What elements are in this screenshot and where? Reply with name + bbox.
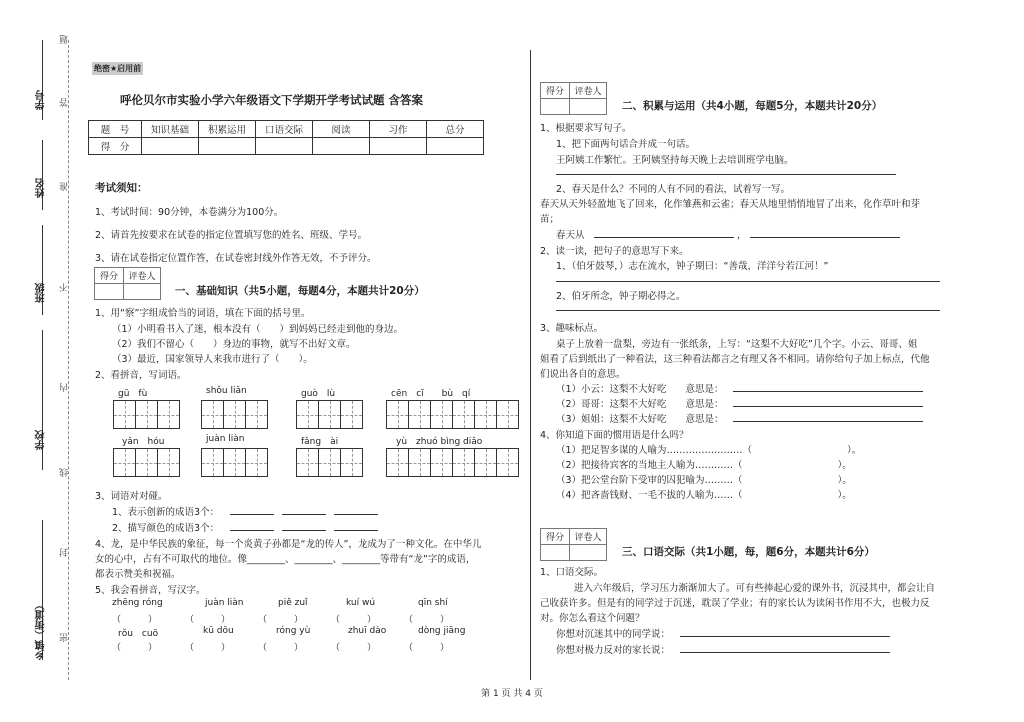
score-cell: 知识基础: [142, 121, 199, 138]
scorer-box: [94, 267, 161, 300]
score-table-header-row: [89, 121, 484, 138]
pinyin-label: kū dōu: [203, 626, 234, 636]
question-item: 2、描写颜色的成语3个：: [112, 523, 220, 534]
answer-line[interactable]: [230, 514, 274, 515]
score-input-cell[interactable]: [256, 138, 313, 155]
answer-paren[interactable]: （ ）: [185, 643, 231, 653]
label-name: 姓名: [36, 178, 47, 198]
punct: ，: [737, 230, 747, 241]
pinyin-label: guò lù: [301, 389, 336, 399]
answer-line[interactable]: [680, 636, 890, 637]
question-text: 4、龙，是中华民族的象征，每一个炎黄子孙都是“龙的传人”，龙成为了一种文化。在中华儿: [95, 539, 482, 550]
question-stem: 1、口语交际。: [540, 567, 604, 578]
scorer-marker-cell[interactable]: [124, 284, 161, 300]
pinyin-label: yǎn hóu: [122, 437, 165, 447]
column-divider: [530, 50, 531, 680]
scorer-score-label: 得分: [541, 529, 570, 545]
answer-line[interactable]: [334, 514, 378, 515]
scorer-marker-label: 评卷人: [570, 83, 607, 99]
page-title: 呼伦贝尔市实验小学六年级语文下学期开学考试试题 含答案: [120, 93, 424, 107]
notice-item: 3、请在试卷指定位置作答，在试卷密封线外作答无效，不予评分。: [95, 253, 377, 264]
writing-grid[interactable]: [113, 400, 179, 429]
pinyin-label: qīn shí: [418, 598, 448, 608]
answer-paren[interactable]: （ ）: [258, 615, 304, 625]
pinyin-label: dòng jiāng: [418, 626, 466, 636]
pinyin-label: rǒu cuō: [118, 629, 159, 639]
question-item: （4）把吝啬钱财、一毛不拔的人喻为……（ ）。: [556, 490, 852, 501]
pinyin-label: gū fù: [118, 389, 148, 399]
writing-grid[interactable]: [201, 448, 267, 477]
question-item: 你想对沉迷其中的同学说：: [556, 629, 671, 640]
pinyin-label: juàn liàn: [205, 598, 244, 608]
pinyin-label: juàn liàn: [206, 434, 245, 444]
pinyin-label: shǒu liǎn: [206, 386, 247, 396]
writing-grid[interactable]: [201, 400, 267, 429]
pinyin-label: kuí wú: [346, 598, 376, 608]
question-text: 春天从天外轻盈地飞了回来，化作雏燕和云雀；春天从地里悄悄地冒了出来，化作草叶和芽: [540, 199, 921, 210]
writing-grid[interactable]: [386, 400, 518, 429]
answer-paren[interactable]: （ ）: [185, 615, 231, 625]
question-item: （1）小云：这梨不大好吃 意思是：: [556, 384, 724, 395]
score-input-cell[interactable]: [370, 138, 427, 155]
writing-grid[interactable]: [296, 448, 362, 477]
question-item: （1）小明看书入了迷，根本没有（ ）到妈妈已经走到他的身边。: [112, 324, 404, 335]
scorer-score-cell[interactable]: [541, 545, 570, 561]
question-item: （3）把公堂台阶下受审的囚犯喻为………（ ）。: [556, 475, 852, 486]
answer-line[interactable]: [282, 530, 326, 531]
seal-char: 线: [60, 468, 70, 477]
scorer-marker-cell[interactable]: [570, 99, 607, 115]
question-stem: 2、读一读，把句子的意思写下来。: [540, 246, 689, 257]
label-student-id: 学号: [36, 90, 47, 110]
answer-paren[interactable]: （ ）: [258, 643, 304, 653]
score-cell: 口语交际: [256, 121, 313, 138]
question-stem: 3、词语对对碰。: [95, 491, 168, 502]
question-stem: 2、看拼音，写词语。: [95, 370, 187, 381]
answer-line[interactable]: [733, 391, 923, 392]
notice-heading: 考试须知：: [95, 182, 148, 194]
page-footer: 第 1 页 共 4 页: [481, 689, 543, 699]
scorer-marker-label: 评卷人: [570, 529, 607, 545]
binding-margin: [0, 0, 72, 722]
label-class: 班级: [36, 283, 47, 303]
question-text: 苗；: [540, 214, 560, 225]
question-item: （3）姐姐：这梨不大好吃 意思是：: [556, 414, 724, 425]
section-title: 三、口语交际（共1小题，每，题6分，本题共计6分）: [622, 546, 875, 558]
question-item: 1、（伯牙鼓琴，）志在流水，钟子期曰：“善哉，洋洋兮若江河！”: [556, 261, 829, 272]
pinyin-label: zhēng róng: [112, 598, 163, 608]
question-item: （3）最近，国家领导人来我市进行了（ ）。: [112, 354, 313, 365]
question-item: （2）把接待宾客的当地主人喻为…………（ ）。: [556, 460, 852, 471]
question-text: 姐看了后到纸出了一种看法，这三种看法都言之有理又各不相同。请你给句子加上标点，代他: [540, 354, 930, 365]
label-town: 乡镇（街道）: [36, 600, 47, 660]
answer-paren[interactable]: （ ）: [112, 615, 158, 625]
section-title: 二、积累与运用（共4小题，每题5分，本题共计20分）: [622, 100, 883, 112]
question-item: （1）把足智多谋的人喻为……………………（ ）。: [556, 445, 862, 456]
seal-char: 答: [60, 98, 70, 107]
score-input-cell[interactable]: [142, 138, 199, 155]
answer-line[interactable]: [282, 514, 326, 515]
scorer-marker-cell[interactable]: [570, 545, 607, 561]
notice-item: 2、请首先按要求在试卷的指定位置填写您的姓名、班级、学号。: [95, 230, 368, 241]
scorer-box: [540, 82, 607, 115]
answer-line[interactable]: [733, 406, 923, 407]
answer-line[interactable]: [680, 652, 890, 653]
scorer-score-label: 得分: [95, 268, 124, 284]
question-item: （2）我们不留心（ ）身边的事物，就写不出好文章。: [112, 339, 356, 350]
seal-char: 不: [60, 283, 70, 292]
question-text: 女的心中，占有不可取代的地位。像________、________、________等带有“龙”字的成语，: [95, 554, 476, 565]
question-stem: 4、你知道下面的惯用语是什么吗？: [540, 430, 689, 441]
score-input-cell[interactable]: [427, 138, 484, 155]
score-cell: 习作: [370, 121, 427, 138]
seal-char: 密: [60, 633, 70, 642]
score-table: [88, 120, 484, 155]
seal-char: 准: [60, 182, 70, 191]
question-text: 对。你怎么看这个问题？: [540, 613, 645, 624]
section-title: 一、基础知识（共5小题，每题4分，本题共计20分）: [175, 285, 425, 297]
score-cell: 积累运用: [199, 121, 256, 138]
question-stem: 1、根据要求写句子。: [540, 123, 632, 134]
question-item: 2、春天是什么？不同的人有不同的看法，试着写一写。: [556, 184, 791, 195]
question-stem: 3、趣味标点。: [540, 323, 604, 334]
scorer-marker-label: 评卷人: [124, 268, 161, 284]
scorer-score-label: 得分: [541, 83, 570, 99]
question-text: 己收获许多。但是有的同学过于沉迷，耽误了学业；有的家长认为读闲书作用不大，也极力反: [540, 598, 930, 609]
answer-paren[interactable]: （ ）: [112, 643, 158, 653]
score-cell: 得 分: [89, 138, 142, 155]
pinyin-label: piě zuǐ: [278, 598, 308, 608]
answer-line[interactable]: [556, 281, 940, 282]
pinyin-label: yù zhuó bìng diǎo: [396, 437, 483, 447]
score-table-score-row: [89, 138, 484, 155]
pinyin-label: cēn cī bù qí: [391, 389, 471, 399]
answer-line[interactable]: [556, 310, 940, 311]
question-text: 春天从: [556, 230, 585, 241]
answer-line[interactable]: [750, 237, 900, 238]
writing-grid[interactable]: [113, 448, 179, 477]
scorer-score-cell[interactable]: [541, 99, 570, 115]
answer-paren[interactable]: （ ）: [404, 643, 450, 653]
question-item: 1、把下面两句话合并成一句话。: [556, 139, 696, 150]
question-item: 1、表示创新的成语3个：: [112, 507, 220, 518]
question-stem: 5、我会看拼音，写汉字。: [95, 585, 206, 596]
score-cell: 总分: [427, 121, 484, 138]
pinyin-label: fǎng ài: [301, 437, 339, 447]
label-school: 学校: [36, 430, 47, 450]
answer-line[interactable]: [230, 530, 274, 531]
question-text: 都表示赞美和祝福。: [95, 569, 181, 580]
notice-item: 1、考试时间：90分钟，本卷满分为100分。: [95, 207, 284, 218]
seal-char: 题: [60, 35, 70, 44]
secret-mark: 绝密★启用前: [94, 64, 142, 73]
scorer-box: [540, 528, 607, 561]
score-input-cell[interactable]: [199, 138, 256, 155]
question-text: 们说出各自的意思。: [540, 369, 626, 380]
answer-line[interactable]: [733, 421, 923, 422]
answer-line[interactable]: [594, 237, 734, 238]
question-item: 2、伯牙所念，钟子期必得之。: [556, 291, 686, 302]
question-stem: 1、用“察”字组成恰当的词语，填在下面的括号里。: [95, 308, 311, 319]
question-text: 进入六年级后，学习压力渐渐加大了。可有些捧起心爱的课外书，沉浸其中，都会让自: [574, 583, 936, 594]
question-item: 你想对极力反对的家长说：: [556, 645, 671, 656]
score-cell: 题 号: [89, 121, 142, 138]
answer-paren[interactable]: （ ）: [331, 643, 377, 653]
score-cell: 阅读: [313, 121, 370, 138]
question-text: 桌子上放着一盘梨，旁边有一张纸条，上写：“这梨不大好吃”几个字。小云、哥哥、姐: [556, 339, 918, 350]
answer-paren[interactable]: （ ）: [331, 615, 377, 625]
score-input-cell[interactable]: [313, 138, 370, 155]
pinyin-label: zhuī dào: [348, 626, 387, 636]
answer-line[interactable]: [556, 174, 896, 175]
question-item: （2）哥哥：这梨不大好吃 意思是：: [556, 399, 724, 410]
writing-grid[interactable]: [386, 448, 518, 477]
seal-line: [68, 40, 69, 680]
scorer-score-cell[interactable]: [95, 284, 124, 300]
question-text: 王阿姨工作繁忙。王阿姨坚持每天晚上去培训班学电脑。: [556, 155, 794, 166]
seal-char: 封: [60, 548, 70, 557]
answer-line[interactable]: [334, 530, 378, 531]
answer-paren[interactable]: （ ）: [404, 615, 450, 625]
writing-grid[interactable]: [296, 400, 362, 429]
seal-char: 内: [60, 383, 70, 392]
binding-underline: [42, 140, 43, 210]
pinyin-label: róng yù: [276, 626, 311, 636]
